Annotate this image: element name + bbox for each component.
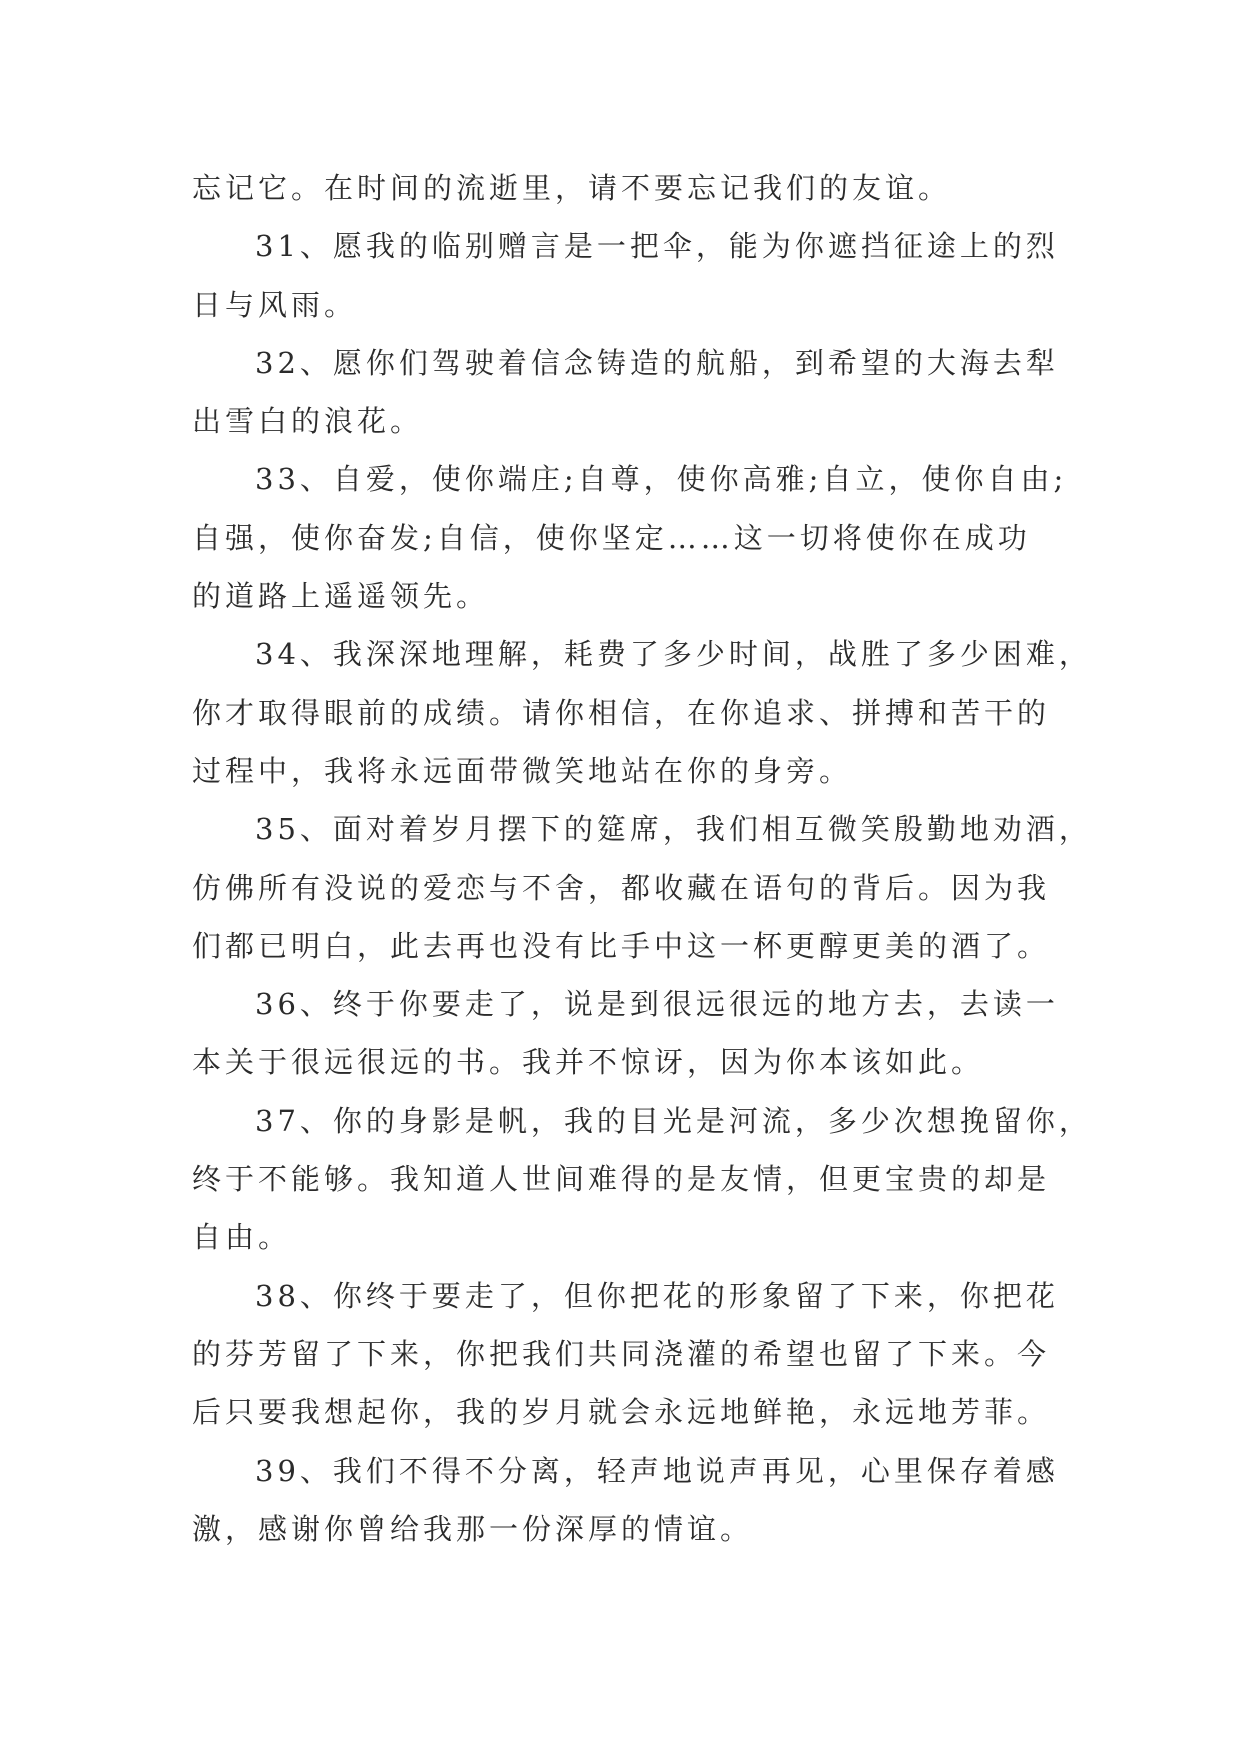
paragraph-line: 37、你的身影是帆，我的目光是河流，多少次想挽留你， bbox=[255, 1103, 1092, 1138]
paragraph-38 bbox=[192, 1267, 1092, 1442]
paragraph-31 bbox=[192, 217, 1092, 334]
paragraph-line: 32、愿你们驾驶着信念铸造的航船，到希望的大海去犁 bbox=[255, 345, 1059, 380]
paragraph-line: 自强，使你奋发;自信，使你坚定……这一切将使你在成功 bbox=[192, 520, 1031, 555]
paragraph-line: 39、我们不得不分离，轻声地说声再见，心里保存着感 bbox=[255, 1453, 1059, 1488]
paragraph-line: 36、终于你要走了，说是到很远很远的地方去，去读一 bbox=[255, 987, 1059, 1022]
paragraph-line: 激，感谢你曾给我那一份深厚的情谊。 bbox=[192, 1511, 754, 1546]
paragraph-line: 们都已明白，此去再也没有比手中这一杯更醇更美的酒了。 bbox=[192, 928, 1051, 963]
paragraph-line: 日与风雨。 bbox=[192, 287, 358, 322]
paragraph-line: 忘记它。在时间的流逝里，请不要忘记我们的友谊。 bbox=[192, 171, 952, 205]
paragraph-line: 38、你终于要走了，但你把花的形象留了下来，你把花 bbox=[255, 1278, 1059, 1313]
document-body bbox=[192, 159, 1092, 1558]
paragraph-line: 31、愿我的临别赠言是一把伞，能为你遮挡征途上的烈 bbox=[255, 229, 1059, 264]
paragraph-line: 自由。 bbox=[192, 1220, 292, 1255]
paragraph-line: 35、面对着岁月摆下的筵席，我们相互微笑殷勤地劝酒， bbox=[255, 812, 1092, 847]
paragraph-line: 过程中，我将永远面带微笑地站在你的身旁。 bbox=[192, 753, 853, 788]
paragraph-line: 33、自爱，使你端庄;自尊，使你高雅;自立，使你自由; bbox=[255, 462, 1068, 497]
paragraph-line: 的道路上遥遥领先。 bbox=[192, 579, 490, 614]
paragraph-line: 终于不能够。我知道人世间难得的是友情，但更宝贵的却是 bbox=[192, 1162, 1051, 1197]
paragraph-33 bbox=[192, 450, 1092, 625]
paragraph-35 bbox=[192, 800, 1092, 975]
paragraph-line: 你才取得眼前的成绩。请你相信，在你追求、拼搏和苦干的 bbox=[192, 695, 1051, 730]
paragraph-32 bbox=[192, 334, 1092, 451]
paragraph-line: 后只要我想起你，我的岁月就会永远地鲜艳，永远地芳菲。 bbox=[192, 1395, 1051, 1430]
paragraph-continuation bbox=[192, 159, 1092, 217]
paragraph-34 bbox=[192, 625, 1092, 800]
paragraph-line: 34、我深深地理解，耗费了多少时间，战胜了多少困难， bbox=[255, 637, 1092, 672]
paragraph-36 bbox=[192, 975, 1092, 1092]
paragraph-line: 的芬芳留了下来，你把我们共同浇灌的希望也留了下来。今 bbox=[192, 1336, 1051, 1371]
paragraph-39 bbox=[192, 1442, 1092, 1559]
paragraph-line: 出雪白的浪花。 bbox=[192, 404, 424, 439]
paragraph-line: 仿佛所有没说的爱恋与不舍，都收藏在语句的背后。因为我 bbox=[192, 870, 1051, 905]
paragraph-line: 本关于很远很远的书。我并不惊讶，因为你本该如此。 bbox=[192, 1045, 985, 1080]
paragraph-37 bbox=[192, 1092, 1092, 1267]
